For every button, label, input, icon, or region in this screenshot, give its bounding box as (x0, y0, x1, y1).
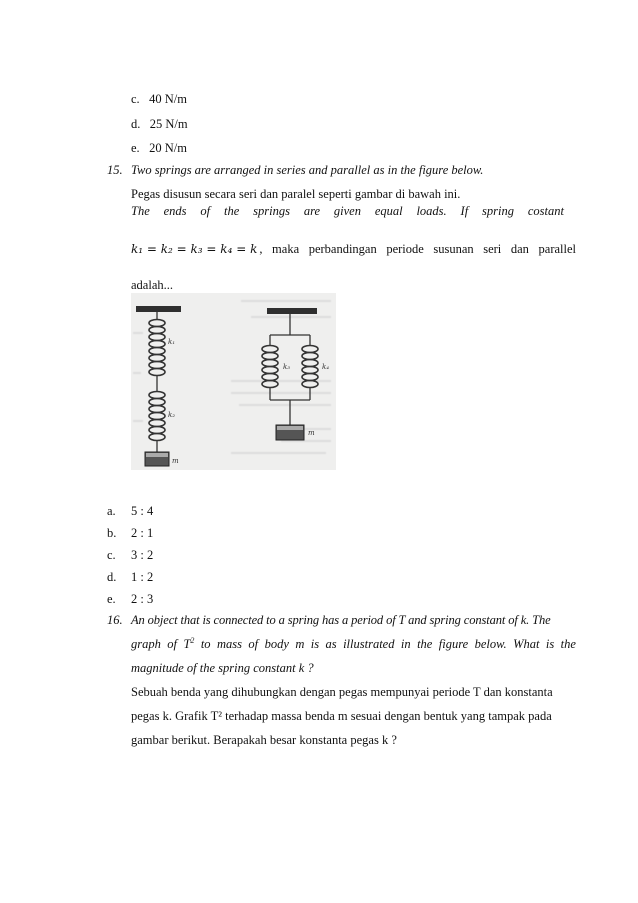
label-k4: k₄ (322, 363, 330, 371)
word: loads. (416, 204, 447, 218)
q15-indonesian: Pegas disusun secara seri dan paralel seperti gambar di bawah ini. (131, 187, 461, 201)
q15-option-a[interactable] (107, 504, 153, 519)
word: spring (482, 204, 514, 218)
option-letter: d. (107, 570, 117, 584)
word: maka (272, 242, 300, 256)
q16-id-line3: gambar berikut. Berapakah besar konstanta pegas k ? (131, 733, 397, 747)
word: the (417, 637, 433, 651)
word: ends (163, 204, 187, 218)
option-letter: c. (107, 548, 116, 562)
q15-option-b[interactable] (107, 526, 153, 541)
label-k2: k₂ (168, 411, 176, 419)
option-text: 1 : 2 (131, 570, 154, 584)
label-k3: k₃ (283, 363, 291, 371)
option-c-prev (131, 92, 187, 107)
series-ceiling (136, 306, 181, 312)
word: susunan (433, 242, 474, 256)
q16-id-line1: Sebuah benda yang dihubungkan dengan pegas mempunyai periode T dan konstanta (131, 685, 553, 699)
option-text: 40 N/m (149, 92, 187, 106)
option-d-prev (131, 117, 188, 132)
word: the (560, 637, 576, 651)
q15-option-c[interactable] (107, 548, 153, 563)
spring-figure-svg (131, 293, 336, 470)
q15-line4 (131, 242, 576, 257)
word: as (325, 637, 337, 651)
q15-english: Two springs are arranged in series and parallel as in the figure below. (131, 163, 484, 177)
q16-en-line3: magnitude of the spring constant k ? (131, 661, 314, 675)
word: is (310, 637, 320, 651)
word: costant (527, 204, 564, 218)
word: seri (483, 242, 502, 256)
option-text: 2 : 3 (131, 592, 154, 606)
word: equal (374, 204, 403, 218)
word: below. (474, 637, 507, 651)
option-text: 5 : 4 (131, 504, 154, 518)
word: in (400, 637, 411, 651)
spring-figure (131, 293, 336, 470)
word: graph (131, 637, 161, 651)
q15-line5: adalah... (131, 278, 173, 292)
t-squared: $T^2$ (183, 635, 195, 651)
option-text: 2 : 1 (131, 526, 154, 540)
parallel-ceiling (267, 308, 317, 314)
q16-en-line1: An object that is connected to a spring has a period of T and spring constant of k. The (131, 613, 551, 627)
word: The (131, 204, 150, 218)
spring-constant-equation: k₁ = k₂ = k₃ = k₄ = k (131, 242, 258, 256)
q16-en-line2 (131, 637, 576, 652)
word: dan (510, 242, 529, 256)
word: What (513, 637, 540, 651)
word: illustrated (343, 637, 395, 651)
option-text: 25 N/m (149, 117, 188, 131)
word: If (460, 204, 469, 218)
word: given (333, 204, 361, 218)
option-letter: d. (131, 117, 141, 131)
option-letter: e. (131, 141, 140, 155)
option-e-prev (131, 141, 187, 156)
word: parallel (538, 242, 576, 256)
q16-number: 16. (107, 613, 123, 627)
word: body (264, 637, 289, 651)
word: of (167, 637, 178, 651)
word: to (200, 637, 211, 651)
option-text: 3 : 2 (131, 548, 154, 562)
word: periode (386, 242, 424, 256)
word: mass (216, 637, 242, 651)
word: , (259, 242, 263, 256)
word: m (295, 637, 305, 651)
q15-number: 15. (107, 163, 123, 177)
option-letter: a. (107, 504, 116, 518)
option-letter: e. (107, 592, 116, 606)
label-m-parallel: m (308, 429, 315, 437)
q16-id-line2: pegas k. Grafik T² terhadap massa benda m sesuai dengan bentuk yang tampak pada (131, 709, 552, 723)
option-text: 20 N/m (149, 141, 187, 155)
label-k1: k₁ (168, 338, 176, 346)
word: are (303, 204, 321, 218)
word: the (223, 204, 240, 218)
word: perbandingan (308, 242, 377, 256)
q15-option-d[interactable] (107, 570, 153, 585)
label-m-series: m (172, 457, 179, 465)
word: of (200, 204, 211, 218)
q15-line4-words (259, 242, 576, 257)
word: springs (253, 204, 290, 218)
word: of (248, 637, 259, 651)
word: figure (438, 637, 469, 651)
q15-option-e[interactable] (107, 592, 153, 607)
option-letter: b. (107, 526, 117, 540)
q15-line3 (131, 204, 564, 219)
word: is (545, 637, 555, 651)
option-letter: c. (131, 92, 140, 106)
